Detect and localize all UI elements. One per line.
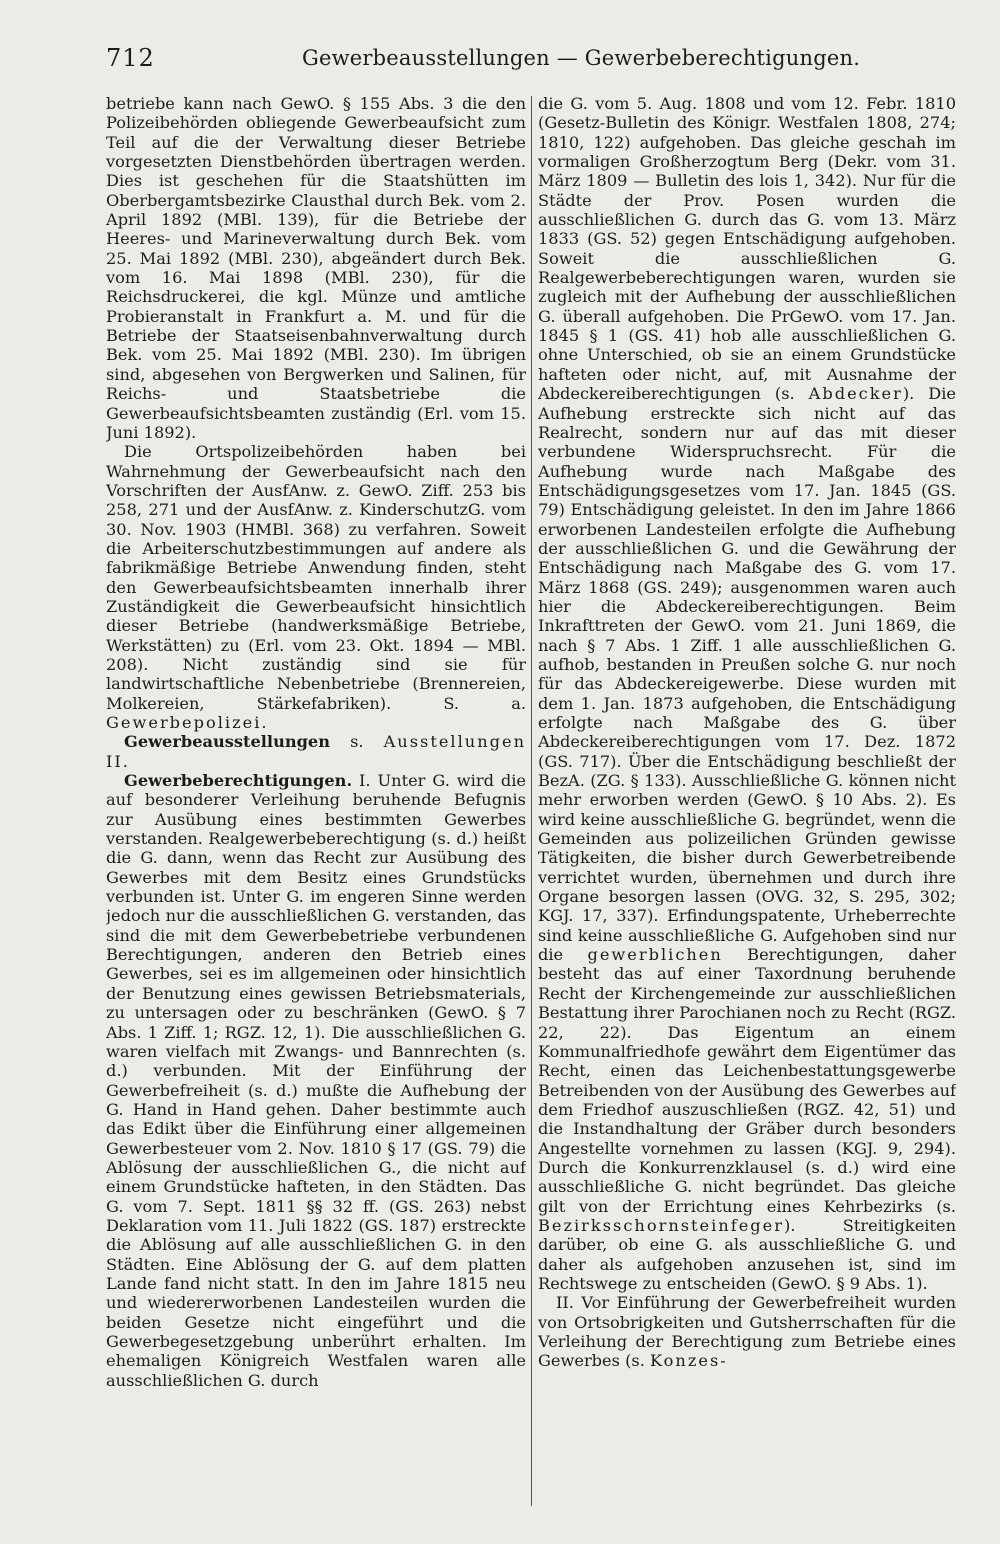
paragraph-text: Die Ortspolizeibehörden haben bei Wahrnehmung der Gewerbeaufsicht nach den Vorschriften der AusfAnw. z. GewO. Ziff. 253 bis 258, 271 und der AusfAnw. z. KinderschutzG. vom 30. Nov. 1903 (HMBl. 368) zu verfahren. Soweit die Arbeiterschutzbestimmungen auf andere als fabrikmäßige Betriebe Anwendung finden, steht den Gewerbeaufsichtsbeamten innerhalb ihrer Zuständigkeit die Gewerbeaufsicht hinsichtlich dieser Betriebe (handwerksmäßige Betriebe, Werkstätten) zu (Erl. vom 23. Okt. 1894 — MBl. 208). Nicht zuständig sind sie für landwirtschaftliche Nebenbetriebe (Brennereien, Molkereien, Stärkefabriken). S. a. bbox=[106, 442, 526, 713]
right-column bbox=[538, 94, 956, 1506]
entry-text: I. Unter G. wird die auf besonderer Verleihung beruhende Befugnis zur Ausübung eines bestimmten Gewerbes verstanden. Realgewerbeberechtigung (s. d.) heißt die G. dann, wenn das Recht zur Ausübung des Gewerbes mit dem Besitz eines Grundstücks verbunden ist. Unter G. im engeren Sinne werden jedoch nur die ausschließlichen G. verstanden, das sind die mit dem Gewerbebetriebe verbundenen Berechtigungen, anderen den Betrieb eines Gewerbes, sei es im allgemeinen oder hinsichtlich der Benutzung eines gewissen Betriebsmaterials, zu untersagen oder zu beschränken (GewO. § 7 Abs. 1 Ziff. 1; RGZ. 12, 1). Die ausschließlichen G. waren vielfach mit Zwangs- und Bannrechten (s. d.) verbunden. Mit der Einführung der Gewerbefreiheit (s. d.) mußte die Aufhebung der G. Hand in Hand gehen. Daher bestimmte auch das Edikt über die Einführung einer allgemeinen Gewerbesteuer vom 2. Nov. 1810 § 17 (GS. 79) die Ablösung der ausschließlichen G., die nicht auf einem Grundstücke hafteten, in den Städten. Das G. vom 7. Sept. 1811 §§ 32 ff. (GS. 263) nebst Deklaration vom 11. Juli 1822 (GS. 187) erstreckte die Ablösung auf alle ausschließlichen G. in den Städten. Eine Ablösung der G. auf dem platten Lande fand nicht statt. In den im Jahre 1815 neu und wiedererworbenen Landesteilen wurden die beiden Gesetze nicht eingeführt und die Gewerbegesetzgebung unberührt erhalten. Im ehemaligen Königreich Westfalen waren alle ausschließlichen G. durch bbox=[106, 771, 526, 1390]
paragraph-continued: betriebe kann nach GewO. § 155 Abs. 3 die den Polizeibehörden obliegende Gewerbeaufsicht zum Teil auf die der Verwaltung dieser Betriebe vorgesetzten Dienstbehörden übertragen werden. Dies ist geschehen für die Staatshütten im Oberbergamtsbezirke Clausthal durch Bek. vom 2. April 1892 (MBl. 139), für die Betriebe der Heeres- und Marineverwaltung durch Bek. vom 25. Mai 1892 (MBl. 230), abgeändert durch Bek. vom 16. Mai 1898 (MBl. 230), für die Reichsdruckerei, die kgl. Münze und amtliche Probieranstalt in Frankfurt a. M. und für die Betriebe der Staatseisenbahnverwaltung durch Bek. vom 25. Mai 1892 (MBl. 230). Im übrigen sind, abgesehen von Bergwerken und Salinen, für Reichs- und Staatsbetriebe die Gewerbeaufsichtsbeamten zuständig (Erl. vom 15. Juni 1892). bbox=[106, 94, 526, 442]
paragraph-text: ). Die Aufhebung erstreckte sich nicht auf das Realrecht, sondern nur auf das mit dieser verbundene Widerspruchsrecht. Für die Aufhebung wurde nach Maßgabe des Entschädigungsgesetzes vom 17. Jan. 1845 (GS. 79) Entschädigung geleistet. In den im Jahre 1866 erworbenen Landesteilen erfolgte die Aufhebung der ausschließlichen G. und die Gewährung der Entschädigung nach Maßgabe des G. vom 17. März 1868 (GS. 249); ausgenommen waren auch hier die Abdeckereiberechtigungen. Beim Inkrafttreten der GewO. vom 21. Juni 1869, die nach § 7 Abs. 1 Ziff. 1 alle ausschließlichen G. aufhob, bestanden in Preußen solche G. nur noch für das Abdeckereigewerbe. Diese wurden mit dem 1. Jan. 1873 aufgehoben, die Entschädigung erfolgte nach Maßgabe des G. über Abdeckereiberechtigungen vom 17. Dez. 1872 (GS. 717). Über die Entschädigung beschließt der BezA. (ZG. § 133). Ausschließliche G. können nicht mehr erworben werden (GewO. § 10 Abs. 2). Es wird keine ausschließliche G. begründet, wenn die Gemeinden aus polizeilichen Gründen gewisse Tätigkeiten, die bisher durch Gewerbetreibende verrichtet wurden, übernehmen und durch ihre Organe besorgen lassen (OVG. 32, S. 295, 302; KGJ. 17, 337). Erfindungspatente, Urheberrechte sind keine ausschließliche G. Aufgehoben sind nur die bbox=[538, 384, 956, 965]
cross-reference: Abdecker bbox=[808, 384, 903, 404]
entry-heading: Gewerbeausstellungen bbox=[124, 732, 330, 752]
paragraph-text: die G. vom 5. Aug. 1808 und vom 12. Febr. 1810 (Gesetz-Bulletin des Königr. Westfalen 1808, 274; 1810, 122) aufgehoben. Das gleiche geschah im vormaligen Großherzogtum Berg (Dekr. vom 31. März 1809 — Bulletin des lois 1, 342). Nur für die Städte der Prov. Posen wurden die ausschließlichen G. durch das G. vom 13. März 1833 (GS. 52) gegen Entschädigung aufgehoben. Soweit die ausschließlichen G. Realgewerbeberechtigungen waren, wurden sie zugleich mit der Aufhebung der ausschließlichen G. überall aufgehoben. Die PrGewO. vom 17. Jan. 1845 § 1 (GS. 41) hob alle ausschließlichen G. ohne Unterschied, ob sie an einem Grundstücke hafteten oder nicht, auf, mit Ausnahme der Abdeckereiberechtigungen (s. bbox=[538, 94, 956, 404]
cross-reference: Gewerbepolizei. bbox=[106, 713, 269, 732]
paragraph-text: ). Streitigkeiten darüber, ob eine G. als ausschließliche G. und daher als aufgehoben anzusehen ist, sind im Rechtswege zu entscheiden (GewO. § 9 Abs. 1). bbox=[538, 1215, 956, 1293]
entry-heading: Gewerbeberechtigungen. bbox=[124, 771, 353, 791]
paragraph-text: Berechtigungen, daher besteht das auf einer Taxordnung beruhende Recht der Kirchengemeinde zur ausschließlichen Bestattung ihrer Parochianen noch zu Recht (RGZ. 22, 22). Das Eigentum an einem Kommunalfriedhofe gewährt dem Eigentümer das Recht, einen das Leichenbestattungsgewerbe Betreibenden von der Ausübung des Gewerbes auf dem Friedhof auszuschließen (RGZ. 42, 51) und die Instandhaltung der Gräber durch besonders Angestellte vornehmen zu lassen (KGJ. 9, 294). Durch die Konkurrenzklausel (s. d.) wird eine ausschließliche G. nicht begründet. Das gleiche gilt von der Errichtung eines Kehrbezirks (s. bbox=[538, 945, 956, 1216]
cross-reference: Ausstellungen II. bbox=[106, 732, 526, 771]
page-number: 712 bbox=[106, 44, 155, 72]
entry-text: s. bbox=[330, 732, 364, 752]
running-head: Gewerbeausstellungen — Gewerbeberechtigungen. bbox=[302, 46, 861, 70]
left-column bbox=[106, 94, 526, 1506]
entry-gewerbeberechtigungen bbox=[106, 771, 526, 1390]
entry-gewerbeausstellungen bbox=[106, 732, 526, 771]
paragraph-continued bbox=[538, 94, 956, 1293]
cross-reference: gewerblichen bbox=[587, 945, 723, 965]
cross-reference: Konzes- bbox=[650, 1351, 728, 1371]
cross-reference: Bezirksschornsteinfeger bbox=[538, 1215, 784, 1235]
column-divider bbox=[531, 96, 532, 1506]
paragraph-section-ii bbox=[538, 1293, 956, 1370]
page-header bbox=[106, 44, 956, 78]
paragraph-text: II. Vor Einführung der Gewerbefreiheit wurden von Ortsobrigkeiten und Gutsherrschaften für die Verleihung der Berechtigung zum Betriebe eines Gewerbes (s. bbox=[538, 1293, 956, 1371]
paragraph-ortspolizei bbox=[106, 442, 526, 732]
